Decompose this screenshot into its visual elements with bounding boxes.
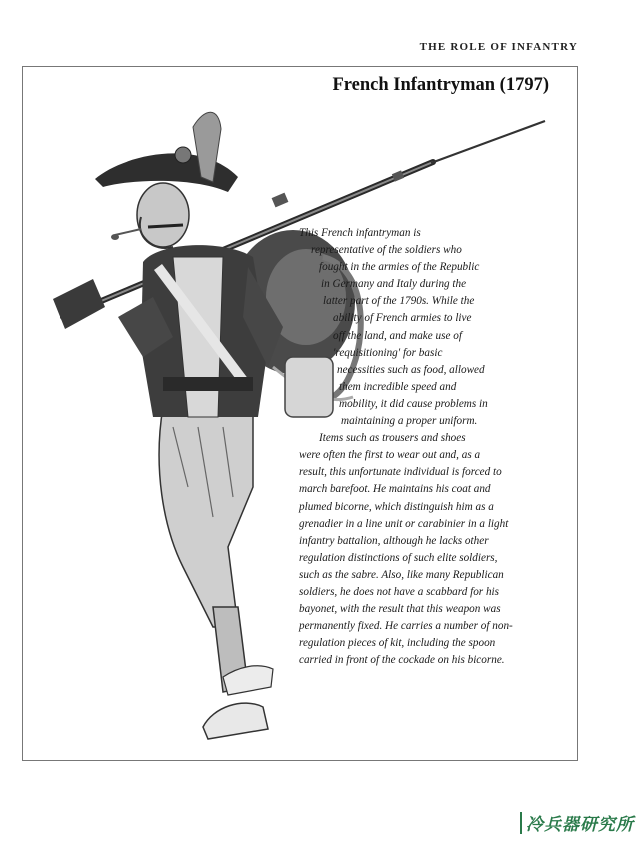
caption-line: necessities such as food, allowed — [337, 363, 485, 376]
watermark-bar — [520, 812, 522, 834]
caption-line: bayonet, with the result that this weapon was — [299, 603, 501, 616]
legs — [159, 407, 273, 739]
caption-line: permanently fixed. He carries a number of non- — [299, 620, 513, 633]
caption-line: carried in front of the cockade on his bicorne. — [299, 654, 505, 667]
caption-line: result, this unfortunate individual is forced to — [299, 466, 502, 479]
caption-line: in Germany and Italy during the — [321, 278, 467, 291]
caption-line: Items such as trousers and shoes — [319, 432, 466, 445]
caption-line: regulation pieces of kit, including the spoon — [299, 637, 496, 650]
bicorne-hat — [95, 112, 238, 192]
caption-line: ability of French armies to live — [333, 312, 472, 325]
caption-line: This French infantryman is — [299, 227, 421, 239]
running-head: THE ROLE OF INFANTRY — [419, 41, 578, 53]
caption-line: maintaining a proper uniform. — [341, 415, 478, 428]
caption-line: regulation distinctions of such elite soldiers, — [299, 551, 498, 564]
caption-line: representative of the soldiers who — [311, 244, 462, 257]
caption-line: them incredible speed and — [339, 380, 457, 393]
caption-line: off the land, and make use of — [333, 329, 462, 342]
plate-title: French Infantryman (1797) — [332, 75, 549, 95]
caption-line: march barefoot. He maintains his coat and — [299, 483, 491, 496]
caption-line: such as the sabre. Also, like many Republican — [299, 568, 504, 581]
caption-line: latter part of the 1790s. While the — [323, 295, 475, 308]
caption-line: plumed bicorne, which distinguish him as a — [299, 500, 494, 513]
caption-line: 'requisitioning' for basic — [333, 346, 443, 359]
caption-line: soldiers, he does not have a scabbard for his — [299, 585, 500, 598]
caption-line: fought in the armies of the Republic — [319, 261, 480, 274]
illustration-plate — [22, 66, 578, 761]
caption-line: infantry battalion, although he lacks other — [299, 534, 489, 547]
caption-line: grenadier in a line unit or carabinier in a light — [299, 517, 509, 530]
watermark-text: 冷兵器研究所 — [526, 815, 634, 835]
watermark — [520, 810, 634, 835]
caption-line: mobility, it did cause problems in — [339, 397, 488, 410]
caption-line: were often the first to wear out and, as a — [299, 449, 481, 462]
plate-caption — [299, 225, 578, 669]
head — [111, 183, 189, 248]
